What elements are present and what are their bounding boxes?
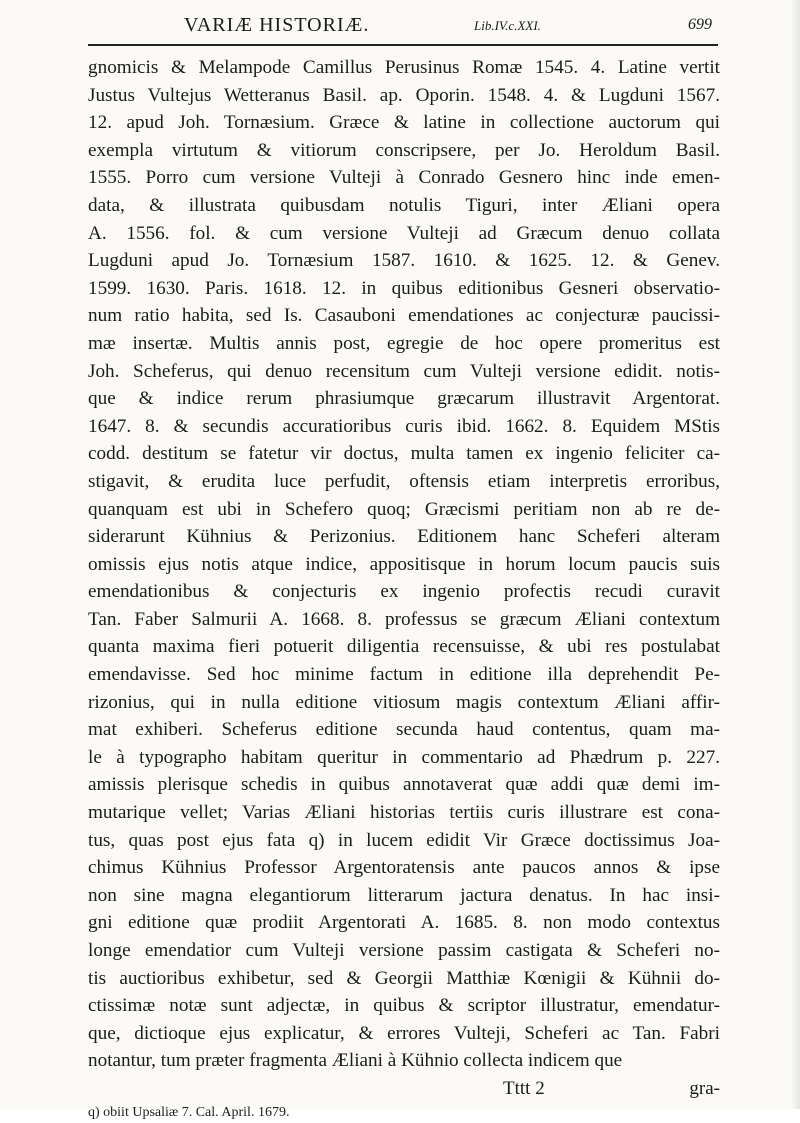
- text-line: tis auctioribus exhibetur, sed & Georgii Matthiæ Kœnigii & Kühnii do-: [88, 967, 720, 989]
- text-line: mutarique vellet; Varias Æliani historias tertiis curis illustrare est cona-: [88, 802, 720, 824]
- text-line: A. 1556. fol. & cum versione Vulteji ad Græcum denuo collata: [88, 222, 720, 244]
- signature-mark: Tttt 2: [503, 1077, 545, 1099]
- text-line: 1647. 8. & secundis accuratioribus curis ibid. 1662. 8. Equidem MStis: [88, 415, 720, 437]
- text-line: exempla virtutum & vitiorum conscripsere, per Jo. Heroldum Basil.: [88, 139, 720, 161]
- text-line: siderarunt Kühnius & Perizonius. Editionem hanc Scheferi alteram: [88, 526, 720, 548]
- text-line: emendavisse. Sed hoc minime factum in editione illa deprehendit Pe-: [88, 664, 720, 686]
- text-line: 1599. 1630. Paris. 1618. 12. in quibus editionibus Gesneri observatio-: [88, 277, 720, 299]
- text-line: stigavit, & erudita luce perfudit, oftensis etiam interpretis erroribus,: [88, 470, 720, 492]
- header-rule: [88, 44, 718, 46]
- text-line: non sine magna elegantiorum litterarum jactura denatus. In hac insi-: [88, 884, 720, 906]
- text-line: Tan. Faber Salmurii A. 1668. 8. professus se græcum Æliani contextum: [88, 608, 720, 630]
- text-line: emendationibus & conjecturis ex ingenio profectis recudi curavit: [88, 581, 720, 603]
- text-line: num ratio habita, sed Is. Casauboni emendationes ac conjecturæ paucissi-: [88, 305, 720, 327]
- page-edge-shadow: [790, 0, 800, 1109]
- text-line: quanta maxima fieri potuerit diligentia recensuisse, & ubi res postulabat: [88, 636, 720, 658]
- text-line: longe emendatior cum Vulteji versione passim castigata & Scheferi no-: [88, 940, 720, 961]
- text-line: notantur, tum præter fragmenta Æliani à Kühnio collecta indicem que: [88, 1050, 623, 1072]
- catchword: gra-: [689, 1077, 720, 1099]
- text-line: chimus Kühnius Professor Argentoratensis ante paucos annos & ipse: [88, 857, 720, 879]
- text-line: Justus Vultejus Wetteranus Basil. ap. Oporin. 1548. 4. & Lugduni 1567.: [88, 84, 720, 106]
- text-line: rizonius, qui in nulla editione vitiosum magis contextum Æliani affir-: [88, 691, 720, 713]
- text-line: que, dictioque ejus explicatur, & errores Vulteji, Scheferi ac Tan. Fabri: [88, 1022, 720, 1044]
- text-line: gnomicis & Melampode Camillus Perusinus Romæ 1545. 4. Latine vertit: [88, 57, 720, 78]
- text-line: data, & illustrata quibusdam notulis Tiguri, inter Æliani opera: [88, 194, 720, 216]
- text-line: 1555. Porro cum versione Vulteji à Conrado Gesnero hinc inde emen-: [88, 167, 720, 189]
- text-line: omissis ejus notis atque indice, appositisque in horum locum paucis suis: [88, 553, 720, 575]
- text-line: codd. destitum se fatetur vir doctus, multa tamen ex ingenio feliciter ca-: [88, 443, 720, 465]
- chapter-reference: Lib.IV.c.XXI.: [474, 18, 541, 33]
- text-line: tus, quas post ejus fata q) in lucem edidit Vir Græce doctissimus Joa-: [88, 829, 720, 851]
- text-line: le à typographo habitam queritur in commentario ad Phædrum p. 227.: [88, 746, 720, 768]
- footnote: q) obiit Upsaliæ 7. Cal. April. 1679.: [88, 1104, 290, 1120]
- text-line: Joh. Scheferus, qui denuo recensitum cum Vulteji versione edidit. notis-: [88, 360, 720, 382]
- text-line: quanquam est ubi in Schefero quoq; Græcismi peritiam non ab re de-: [88, 498, 720, 520]
- text-line: ctissimæ notæ sunt adjectæ, in quibus & scriptor illustratur, emendatur-: [88, 995, 720, 1017]
- text-line: Lugduni apud Jo. Tornæsium 1587. 1610. & 1625. 12. & Genev.: [88, 250, 720, 272]
- text-line: amissis plerisque schedis in quibus annotaverat quæ addi quæ demi im-: [88, 774, 720, 796]
- text-line: gni editione quæ prodiit Argentorati A. 1685. 8. non modo contextus: [88, 912, 720, 934]
- signature-line: [88, 1075, 720, 1103]
- running-title: VARIÆ HISTORIÆ.: [184, 14, 370, 36]
- text-line: 12. apud Joh. Tornæsium. Græce & latine in collectione auctorum qui: [88, 112, 720, 134]
- text-line: mat exhiberi. Scheferus editione secunda haud contentus, quam ma-: [88, 719, 720, 741]
- running-head: [88, 14, 712, 40]
- page-number: 699: [688, 16, 712, 33]
- text-line: que & indice rerum phrasiumque græcarum illustravit Argentorat.: [88, 388, 720, 410]
- text-line: mæ insertæ. Multis annis post, egregie de hoc opere promeritus est: [88, 332, 720, 354]
- body-text: [88, 54, 720, 1123]
